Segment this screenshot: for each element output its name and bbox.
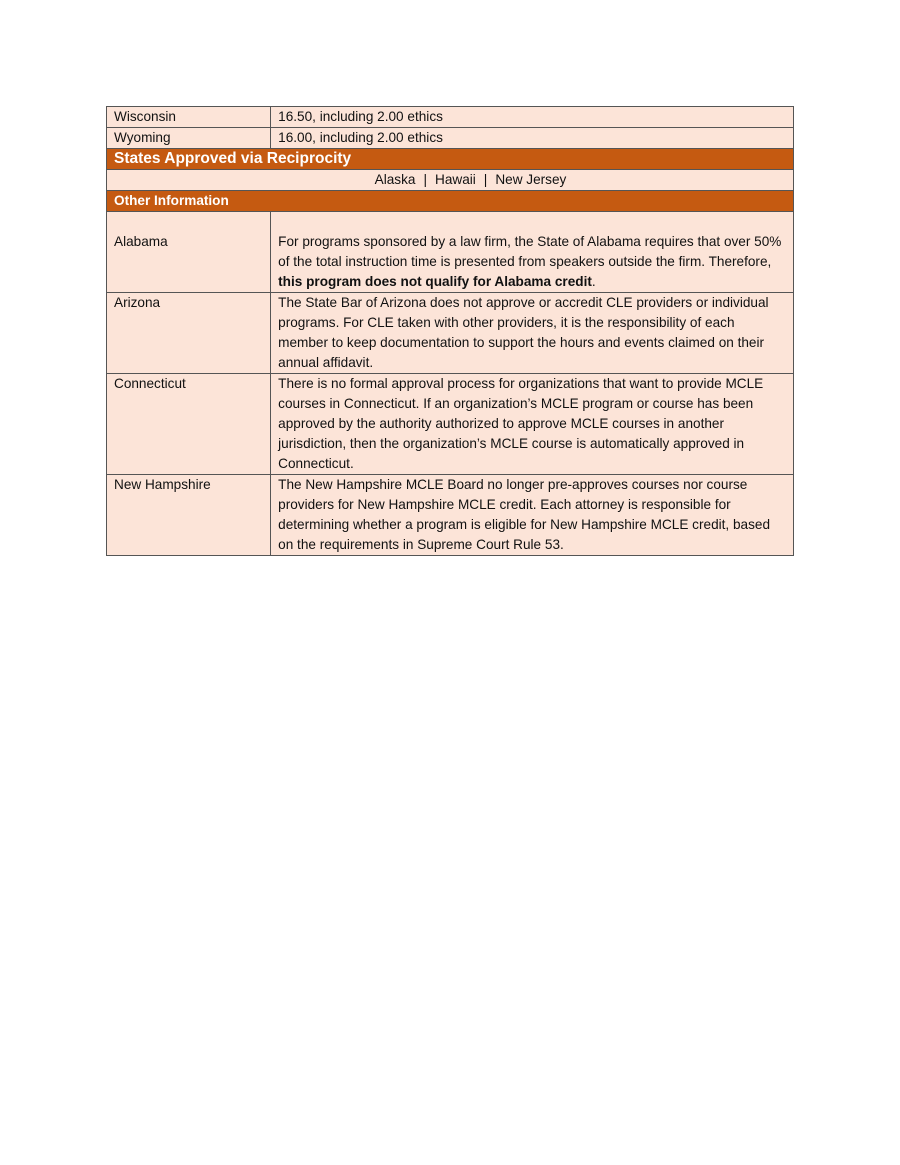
info-text-cell: There is no formal approval process for organizations that want to provide MCLE courses in Connecticut. If an organization’s MCLE program or course has been approved by the authority authorized to approve MCLE courses in another jurisdiction, then the organization’s MCLE course is automatically approved in Connecticut. [271,374,794,475]
credit-hours-cell: 16.00, including 2.00 ethics [271,128,794,149]
info-text-cell: The New Hampshire MCLE Board no longer pre-approves courses nor course providers for New Hampshire MCLE credit. Each attorney is responsible for determining whether a program is eligible for New Hampshire MCLE credit, based on the requirements in Supreme Court Rule 53. [271,475,794,556]
info-text-cell: The State Bar of Arizona does not approve or accredit CLE providers or individual programs. For CLE taken with other providers, it is the responsibility of each member to keep documentation to support the hours and events claimed on their annual affidavit. [271,293,794,374]
reciprocity-section-header [107,149,794,170]
state-cell: Connecticut [107,374,271,475]
state-separator: | [423,172,427,187]
credit-row-wyoming [107,128,794,149]
other-info-header-text: Other Information [107,191,794,212]
reciprocity-header-text: States Approved via Reciprocity [107,149,794,170]
other-info-section-header [107,191,794,212]
reciprocity-states-row [107,170,794,191]
info-text: For programs sponsored by a law firm, the State of Alabama requires that over 50% of the total instruction time is presented from speakers outside the firm. Therefore, [278,234,782,269]
reciprocity-state: New Jersey [495,172,567,187]
state-cell: Alabama [107,212,271,293]
mcle-credit-table [106,106,794,556]
info-row-alabama [107,212,794,293]
state-cell: Wyoming [107,128,271,149]
state-separator: | [483,172,488,187]
info-text-emphasis: this program does not qualify for Alabama credit [278,274,592,289]
reciprocity-state: Hawaii [435,172,476,187]
state-cell: Wisconsin [107,107,271,128]
info-text: . [591,274,596,289]
reciprocity-states-cell [107,170,794,191]
info-row-connecticut [107,374,794,475]
info-row-arizona [107,293,794,374]
state-cell: Arizona [107,293,271,374]
info-row-new-hampshire [107,475,794,556]
state-cell: New Hampshire [107,475,271,556]
reciprocity-state: Alaska [374,172,416,187]
credit-row-wisconsin [107,107,794,128]
info-text-cell [271,212,794,293]
credit-hours-cell: 16.50, including 2.00 ethics [271,107,794,128]
